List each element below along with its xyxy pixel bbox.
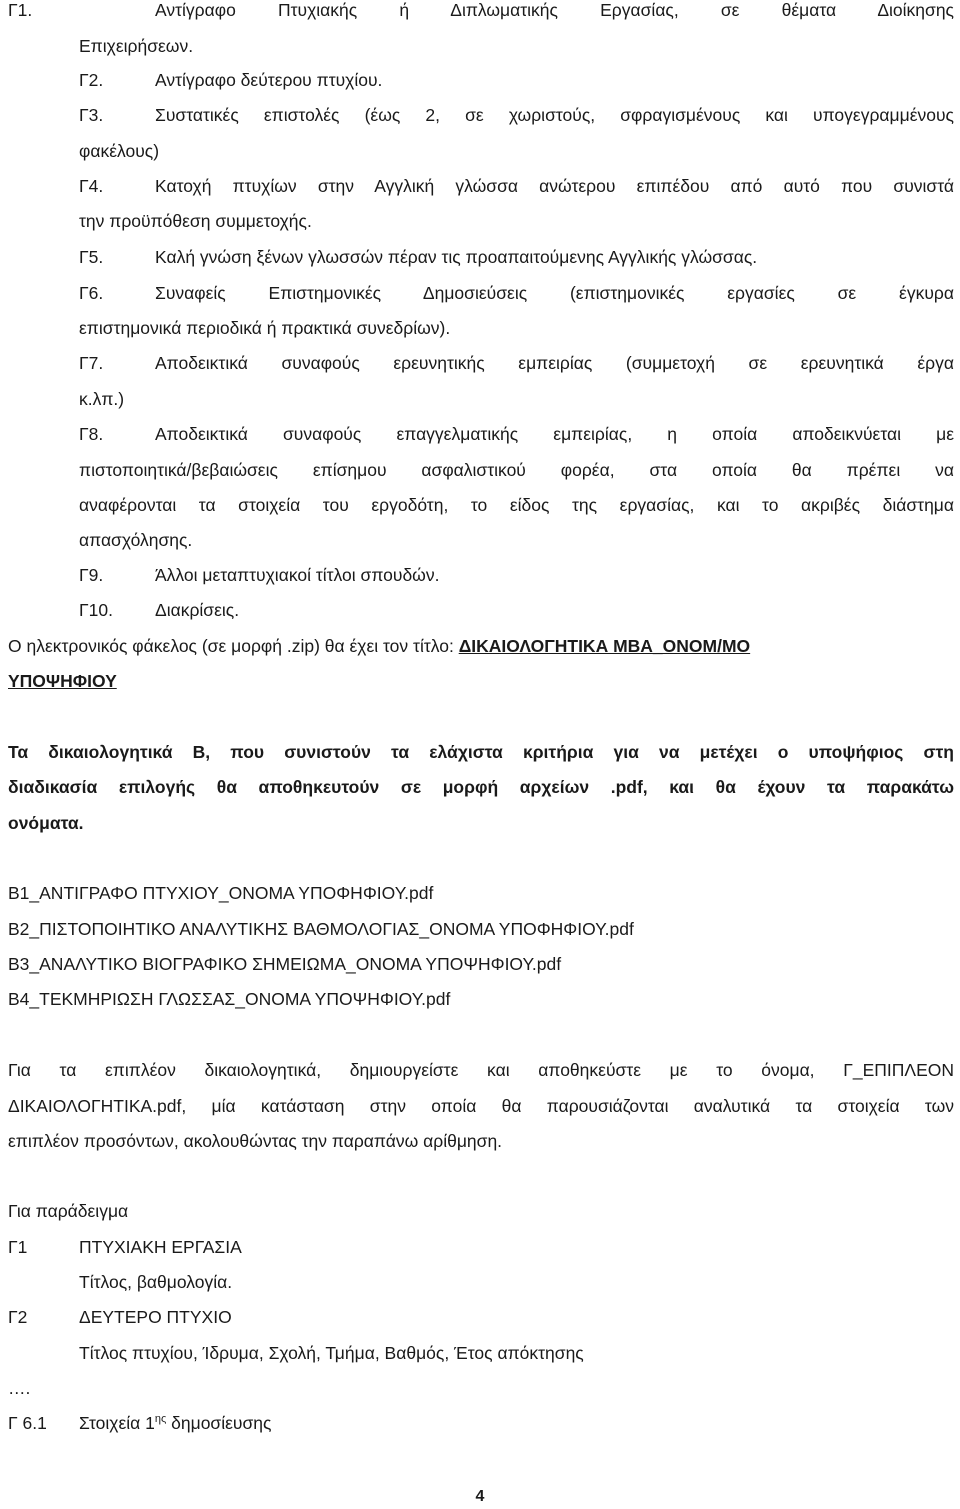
zip-folder-title: ΔΙΚΑΙΟΛΟΓΗΤΙΚΑ MBA_ΟΝΟΜ/ΜΟ [458,636,751,656]
item-g4-label: Γ4. [79,176,104,196]
item-g8-text-line1: Αποδεικτικά συναφούς επαγγελματικής εμπειρίας, η οποία αποδεικνύεται με [155,424,954,444]
example-g2-title: ΔΕΥΤΕΡΟ ΠΤΥΧΙΟ [79,1307,232,1327]
item-g9-text: Άλλοι μεταπτυχιακοί τίτλοι σπουδών. [155,565,440,585]
item-g3-text-line2: φακέλους) [79,141,160,161]
example-ellipsis: …. [8,1378,31,1398]
item-g7-text-line1: Αποδεικτικά συναφούς ερευνητικής εμπειρίας (συμμετοχή σε ερευνητικά έργα [155,353,954,373]
example-g61-label: Γ 6.1 [8,1413,47,1433]
extra-docs-paragraph-line3: επιπλέον προσόντων, ακολουθώντας την παραπάνω αρίθμηση. [8,1131,503,1151]
example-g1-label: Γ1 [8,1237,28,1257]
extra-docs-paragraph-line1: Για τα επιπλέον δικαιολογητικά, δημιουργείστε και αποθηκεύστε με το όνομα, Γ_ΕΠΙΠΛΕΟΝ [8,1060,954,1080]
example-g2-label: Γ2 [8,1307,28,1327]
item-g7-text-line2: κ.λπ.) [79,389,125,409]
item-g2-label: Γ2. [79,70,104,90]
b-docs-paragraph-line1: Τα δικαιολογητικά Β, που συνιστούν τα ελάχιστα κριτήρια για να μετέχει ο υποψήφιος στη [8,742,954,762]
item-g8-text-line3: αναφέρονται τα στοιχεία του εργοδότη, το είδος της εργασίας, και το ακριβές διάστημα [79,495,954,515]
item-g8-label: Γ8. [79,424,104,444]
item-g3-label: Γ3. [79,105,104,125]
example-g1-detail: Τίτλος, βαθμολογία. [79,1272,233,1292]
item-g8-text-line4: απασχόλησης. [79,530,193,550]
zip-note-prefix: Ο ηλεκτρονικός φάκελος (σε μορφή .zip) θα έχει τον τίτλο: [8,636,459,656]
item-g4-text-line1: Κατοχή πτυχίων στην Αγγλική γλώσσα ανώτερου επιπέδου από αυτό που συνιστά [155,176,954,196]
example-g1-title: ΠΤΥΧΙΑΚΗ ΕΡΓΑΣΙΑ [79,1237,242,1257]
extra-docs-paragraph-line2: ΔΙΚΑΙΟΛΟΓΗΤΙΚΑ.pdf, μία κατάσταση στην οποία θα παρουσιάζονται αναλυτικά τα στοιχεία των [8,1096,954,1116]
b-docs-paragraph-line3: ονόματα. [8,813,84,833]
item-g6-text-line2: επιστημονικά περιοδικά ή πρακτικά συνεδρίων). [79,318,451,338]
item-g10-label: Γ10. [79,600,113,620]
item-g5-text: Καλή γνώση ξένων γλωσσών πέραν τις προαπαιτούμενης Αγγλικής γλώσσας. [155,247,758,267]
item-g9-label: Γ9. [79,565,104,585]
example-g61-text-pre: Στοιχεία 1 [79,1413,155,1433]
item-g7-label: Γ7. [79,353,104,373]
item-g1-text-line2: Επιχειρήσεων. [79,36,194,56]
filename-b1: Β1_ΑΝΤΙΓΡΑΦΟ ΠΤΥΧΙΟΥ_ΟΝΟΜΑ ΥΠΟΦΗΦΙΟΥ.pdf [8,883,434,903]
item-g3-text-line1: Συστατικές επιστολές (έως 2, σε χωριστούς, σφραγισμένους και υπογεγραμμένους [155,105,954,125]
filename-b2: Β2_ΠΙΣΤΟΠΟΙΗΤΙΚΟ ΑΝΑΛΥΤΙΚΗΣ ΒΑΘΜΟΛΟΓΙΑΣ_ΟΝΟΜΑ ΥΠΟΦΗΦΙΟΥ.pdf [8,919,634,939]
example-g61-superscript: ης [154,1413,167,1426]
item-g1-label: Γ1. [8,0,33,20]
page-number: 4 [475,1488,485,1505]
item-g6-text-line1: Συναφείς Επιστημονικές Δημοσιεύσεις (επιστημονικές εργασίες σε έγκυρα [155,283,954,303]
item-g4-text-line2: την προϋπόθεση συμμετοχής. [79,211,312,231]
item-g8-text-line2: πιστοποιητικά/βεβαιώσεις επίσημου ασφαλιστικού φορέα, στα οποία θα πρέπει να [79,460,954,480]
item-g2-text: Αντίγραφο δεύτερου πτυχίου. [155,70,383,90]
b-docs-paragraph-line2: διαδικασία επιλογής θα αποθηκευτούν σε μορφή αρχείων .pdf, και θα έχουν τα παρακάτω [8,777,954,797]
example-g61-text-post: δημοσίευσης [166,1413,272,1433]
item-g10-text: Διακρίσεις. [155,600,240,620]
item-g5-label: Γ5. [79,247,104,267]
zip-folder-note [8,633,954,659]
zip-folder-title-cont: ΥΠΟΨΗΦΙΟΥ [8,671,117,691]
filename-b3: Β3_ΑΝΑΛΥΤΙΚΟ ΒΙΟΓΡΑΦΙΚΟ ΣΗΜΕΙΩΜΑ_ΟΝΟΜΑ ΥΠΟΨΗΦΙΟΥ.pdf [8,954,562,974]
example-g61-text [79,1410,954,1436]
item-g6-label: Γ6. [79,283,104,303]
item-g1-text-line1: Αντίγραφο Πτυχιακής ή Διπλωματικής Εργασίας, σε θέματα Διοίκησης [155,0,954,20]
filename-b4: Β4_ΤΕΚΜΗΡΙΩΣΗ ΓΛΩΣΣΑΣ_ΟΝΟΜΑ ΥΠΟΨΗΦΙΟΥ.pdf [8,989,451,1009]
example-g2-detail: Τίτλος πτυχίου, Ίδρυμα, Σχολή, Τμήμα, Βαθμός, Έτος απόκτησης [79,1343,584,1363]
example-heading: Για παράδειγμα [8,1201,129,1221]
